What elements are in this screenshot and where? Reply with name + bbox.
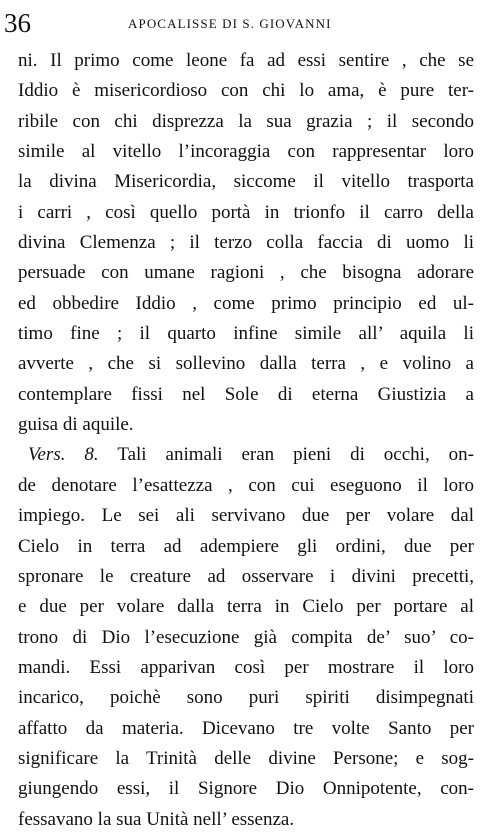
page-header — [0, 8, 490, 38]
text-line: Iddio è misericordioso con chi lo ama, è pure ter- — [18, 80, 474, 102]
text-line: ed obbedire Iddio , come primo principio ed ul- — [18, 292, 474, 314]
text-line: incarico, poichè sono puri spiriti disimpegnati — [18, 687, 474, 709]
body-text — [18, 46, 474, 835]
text-line: giungendo essi, il Signore Dio Onnipotente, con- — [18, 778, 474, 800]
verse-first-line — [18, 440, 474, 470]
text-line: avverte , che si sollevino dalla terra , e volino a — [18, 353, 474, 375]
text-line: contemplare fissi nel Sole di eterna Giustizia a — [18, 383, 474, 405]
text-line: persuade con umane ragioni , che bisogna adorare — [18, 262, 474, 284]
text-line: significare la Trinità delle divine Persone; e sog- — [18, 747, 474, 769]
text-line: impiego. Le sei ali servivano due per volare dal — [18, 505, 474, 527]
text-line: ribile con chi disprezza la sua grazia ; il secondo — [18, 110, 474, 132]
text-line: fessavano la sua Unità nell’ essenza. — [18, 808, 295, 830]
text-line: guisa di aquile. — [18, 414, 134, 436]
text-line: timo fine ; il quarto infine simile all’ aquila li — [18, 323, 474, 345]
text-line: divina Clemenza ; il terzo colla faccia di uomo li — [18, 232, 474, 254]
page-number: 36 — [4, 8, 31, 38]
verse-label: Vers. 8. — [28, 444, 99, 466]
text-line: spronare le creature ad osservare i divini precetti, — [18, 565, 474, 587]
text-line: de denotare l’esattezza , con cui eseguono il loro — [18, 474, 474, 496]
running-title: APOCALISSE DI S. GIOVANNI — [128, 16, 332, 31]
text-line: simile al vitello l’incoraggia con rappresentar loro — [18, 141, 474, 163]
text-line: ni. Il primo come leone fa ad essi sentire , che se — [18, 50, 474, 71]
verse-first-line-text: Tali animali eran pieni di occhi, on- — [117, 444, 474, 466]
text-line: i carri , così quello portà in trionfo il carro della — [18, 201, 474, 223]
text-line: Cielo in terra ad adempiere gli ordini, due per — [18, 535, 474, 557]
text-line: la divina Misericordia, siccome il vitello trasporta — [18, 171, 474, 193]
text-line: e due per volare dalla terra in Cielo per portare al — [18, 596, 474, 618]
text-line: affatto da materia. Dicevano tre volte Santo per — [18, 717, 474, 739]
text-line: trono di Dio l’esecuzione già compita de’ suo’ co- — [18, 626, 474, 648]
text-line: mandi. Essi apparivan così per mostrare il loro — [18, 656, 474, 678]
